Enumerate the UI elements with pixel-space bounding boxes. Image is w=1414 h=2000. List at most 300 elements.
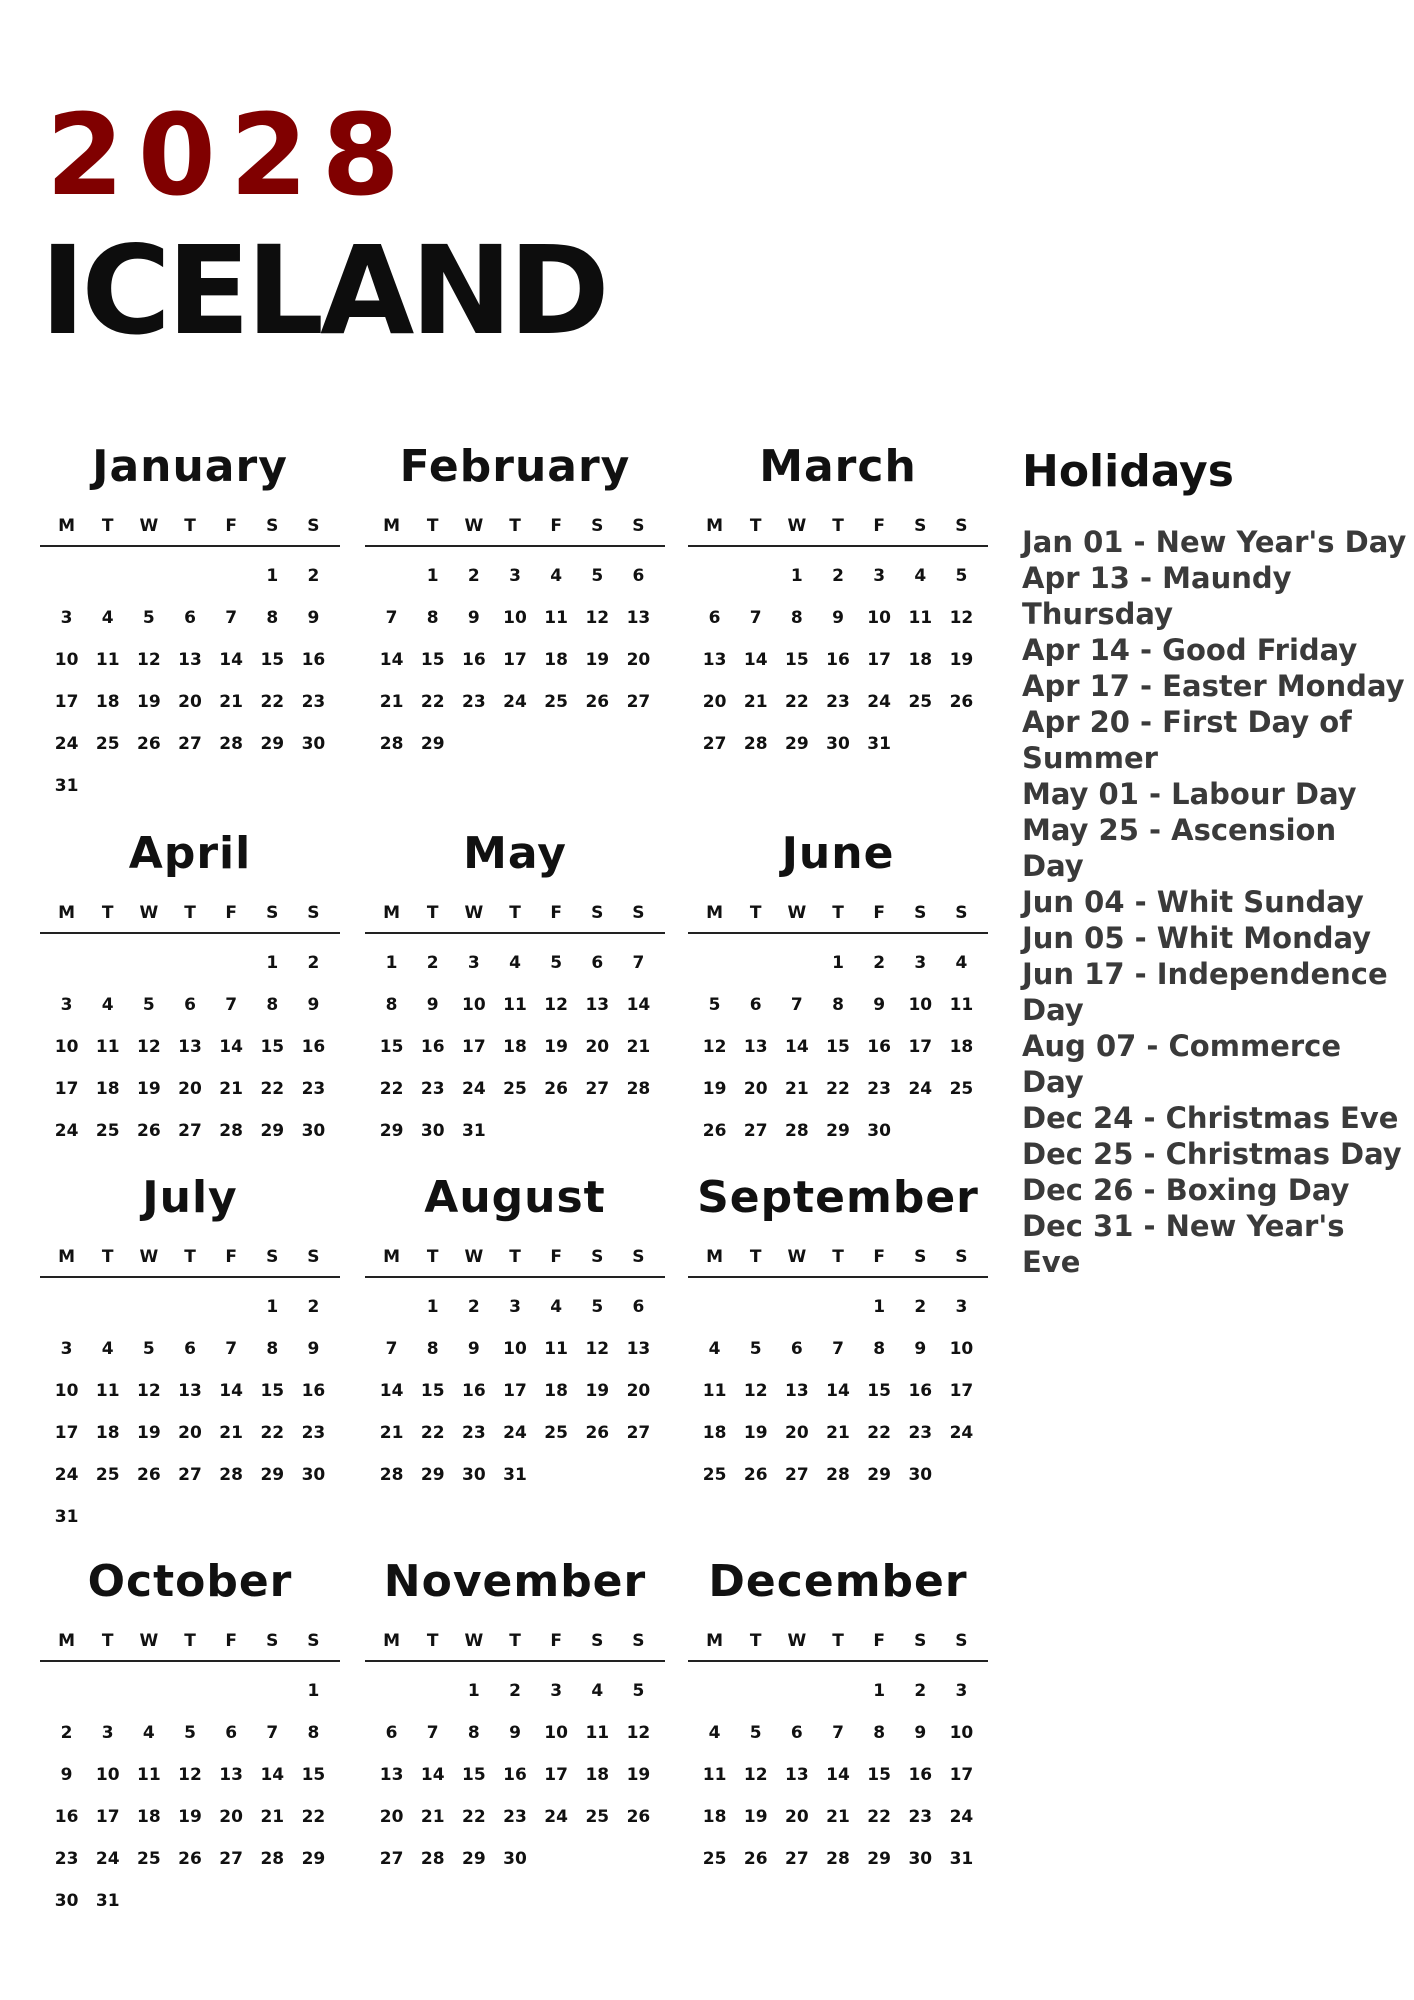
day-cell: 27 (178, 1465, 202, 1485)
month-name: June (781, 828, 895, 879)
day-cell: 19 (949, 650, 974, 670)
day-cell: 7 (749, 608, 762, 628)
day-cell: 26 (585, 692, 610, 712)
weekday-label: F (873, 1631, 885, 1651)
day-cell: 4 (708, 1339, 721, 1359)
day-cell: 30 (301, 734, 326, 754)
day-cell: 19 (626, 1765, 651, 1785)
day-cell: 9 (914, 1723, 927, 1743)
day-cell: 3 (101, 1723, 114, 1743)
weekday-label: W (787, 1247, 807, 1267)
day-cell: 4 (101, 608, 114, 628)
day-cell: 23 (462, 692, 486, 712)
weekday-label: F (873, 903, 885, 923)
day-cell: 9 (873, 995, 886, 1015)
empty-day-cell (211, 555, 252, 597)
day-cell: 8 (426, 608, 439, 628)
weekday-label: T (426, 903, 439, 923)
day-cell: 7 (385, 1339, 398, 1359)
day-cell: 25 (908, 692, 933, 712)
day-cell: 3 (955, 1297, 968, 1317)
empty-day-cell (817, 1286, 858, 1328)
holiday-item: Dec 24 - Christmas Eve (1022, 1101, 1399, 1135)
day-cell: 1 (307, 1681, 320, 1701)
day-cell: 16 (462, 1381, 486, 1401)
weekday-label: F (225, 1247, 237, 1267)
day-cell: 7 (832, 1723, 844, 1743)
day-cell: 8 (385, 995, 398, 1015)
day-cell: 11 (137, 1765, 161, 1785)
holiday-item: Apr 17 - Easter Monday (1022, 669, 1405, 703)
day-cell: 15 (260, 1037, 285, 1057)
day-cell: 11 (544, 608, 568, 628)
day-grid (694, 942, 982, 1152)
weekday-label: F (873, 1247, 885, 1267)
day-cell: 14 (626, 995, 651, 1015)
day-cell: 13 (219, 1765, 243, 1785)
day-cell: 20 (178, 1079, 202, 1099)
weekday-label: S (266, 1247, 279, 1267)
day-grid (46, 942, 334, 1152)
day-cell: 1 (467, 1681, 480, 1701)
weekday-label: S (632, 516, 645, 536)
header-divider (40, 932, 340, 934)
day-cell: 26 (743, 1849, 768, 1869)
day-cell: 4 (550, 566, 563, 586)
day-cell: 13 (702, 650, 727, 670)
day-cell: 2 (509, 1681, 521, 1701)
day-cell: 10 (503, 608, 527, 628)
day-cell: 15 (785, 650, 809, 670)
day-cell: 27 (178, 734, 202, 754)
weekday-label: T (832, 516, 844, 536)
day-cell: 20 (626, 650, 651, 670)
day-cell: 25 (585, 1807, 610, 1827)
holiday-item: Jun 04 - Whit Sunday (1022, 885, 1364, 919)
month-name: April (128, 828, 252, 879)
day-cell: 22 (379, 1079, 404, 1099)
day-cell: 6 (184, 608, 196, 628)
day-cell: 10 (503, 1339, 527, 1359)
weekday-header (371, 1228, 659, 1272)
day-cell: 1 (266, 953, 279, 973)
day-cell: 29 (867, 1465, 891, 1485)
weekday-label: T (426, 1247, 439, 1267)
empty-day-cell (371, 555, 412, 597)
day-cell: 9 (509, 1723, 521, 1743)
day-cell: 24 (908, 1079, 933, 1099)
month-december (688, 1556, 988, 1880)
day-cell: 7 (632, 953, 645, 973)
day-cell: 13 (178, 650, 202, 670)
day-cell: 23 (301, 1423, 326, 1443)
day-cell: 8 (266, 1339, 279, 1359)
day-cell: 22 (867, 1807, 891, 1827)
day-cell: 25 (544, 692, 568, 712)
day-cell: 19 (137, 692, 161, 712)
holiday-item: Aug 07 - Commerce Day (1022, 1029, 1341, 1099)
empty-day-cell (169, 1670, 210, 1712)
day-cell: 25 (702, 1849, 727, 1869)
weekday-label: S (591, 903, 604, 923)
day-cell: 5 (591, 1297, 604, 1317)
day-cell: 16 (54, 1807, 79, 1827)
day-cell: 2 (914, 1297, 927, 1317)
day-cell: 5 (591, 566, 604, 586)
day-cell: 17 (54, 1079, 79, 1099)
weekday-header (46, 884, 334, 928)
day-cell: 6 (632, 566, 645, 586)
day-cell: 29 (420, 734, 445, 754)
day-cell: 12 (137, 650, 161, 670)
holiday-item: May 25 - Ascension Day (1022, 813, 1337, 883)
day-cell: 15 (420, 650, 445, 670)
empty-day-cell (169, 942, 210, 984)
day-cell: 7 (266, 1723, 279, 1743)
day-cell: 14 (219, 1381, 243, 1401)
day-cell: 4 (591, 1681, 604, 1701)
weekday-label: T (509, 1631, 521, 1651)
weekday-label: M (706, 1247, 724, 1267)
day-cell: 6 (708, 608, 721, 628)
day-cell: 1 (426, 566, 439, 586)
weekday-label: T (832, 1247, 844, 1267)
empty-day-cell (46, 1286, 87, 1328)
weekday-label: T (426, 1631, 439, 1651)
day-cell: 9 (60, 1765, 73, 1785)
month-name: March (759, 441, 917, 492)
month-march (688, 441, 988, 765)
day-cell: 30 (908, 1849, 933, 1869)
day-cell: 15 (260, 650, 285, 670)
day-cell: 4 (955, 953, 968, 973)
day-cell: 27 (743, 1121, 768, 1141)
day-cell: 23 (462, 1423, 486, 1443)
day-cell: 28 (260, 1849, 285, 1869)
day-cell: 18 (503, 1037, 527, 1057)
day-cell: 21 (379, 692, 404, 712)
empty-day-cell (87, 1670, 128, 1712)
day-cell: 19 (743, 1423, 768, 1443)
empty-day-cell (211, 1286, 252, 1328)
weekday-label: M (706, 516, 724, 536)
weekday-label: F (550, 903, 562, 923)
weekday-label: S (632, 903, 645, 923)
day-cell: 10 (54, 1037, 79, 1057)
empty-day-cell (694, 1670, 735, 1712)
day-cell: 3 (914, 953, 927, 973)
month-name: December (708, 1556, 968, 1607)
day-cell: 8 (266, 608, 279, 628)
weekday-label: M (58, 1631, 76, 1651)
day-cell: 1 (832, 953, 844, 973)
day-cell: 22 (260, 1423, 285, 1443)
weekday-label: F (550, 516, 562, 536)
day-cell: 26 (949, 692, 974, 712)
holidays-title: Holidays (1022, 446, 1234, 497)
weekday-label: T (749, 1631, 762, 1651)
day-cell: 1 (266, 566, 279, 586)
day-cell: 26 (544, 1079, 568, 1099)
day-cell: 5 (749, 1339, 762, 1359)
day-cell: 13 (785, 1381, 809, 1401)
weekday-label: T (749, 516, 762, 536)
day-cell: 24 (949, 1807, 974, 1827)
day-cell: 26 (178, 1849, 202, 1869)
day-cell: 29 (260, 1465, 285, 1485)
day-cell: 28 (420, 1849, 445, 1869)
day-cell: 22 (826, 1079, 850, 1099)
month-name: July (142, 1172, 238, 1223)
day-cell: 29 (301, 1849, 326, 1869)
holiday-item: Dec 31 - New Year's Eve (1022, 1209, 1345, 1279)
weekday-header (371, 884, 659, 928)
day-cell: 12 (626, 1723, 651, 1743)
weekday-label: M (706, 903, 724, 923)
day-cell: 8 (873, 1723, 886, 1743)
weekday-label: M (58, 1247, 76, 1267)
day-cell: 30 (826, 734, 850, 754)
day-cell: 29 (462, 1849, 486, 1869)
day-cell: 23 (503, 1807, 527, 1827)
month-february (365, 441, 665, 765)
day-cell: 14 (785, 1037, 809, 1057)
holiday-item: Jan 01 - New Year's Day (1022, 525, 1407, 559)
day-cell: 14 (420, 1765, 445, 1785)
day-cell: 5 (550, 953, 563, 973)
day-cell: 31 (867, 734, 891, 754)
weekday-label: T (184, 1247, 196, 1267)
day-cell: 12 (585, 608, 610, 628)
weekday-label: W (464, 516, 484, 536)
day-cell: 12 (743, 1381, 768, 1401)
day-cell: 16 (420, 1037, 445, 1057)
day-cell: 30 (867, 1121, 891, 1141)
day-cell: 16 (301, 650, 326, 670)
day-cell: 23 (420, 1079, 445, 1099)
weekday-label: W (139, 1631, 159, 1651)
day-cell: 17 (867, 650, 891, 670)
day-cell: 28 (785, 1121, 809, 1141)
weekday-label: T (184, 516, 196, 536)
day-cell: 16 (826, 650, 850, 670)
day-cell: 10 (95, 1765, 120, 1785)
weekday-label: S (914, 1247, 927, 1267)
day-cell: 28 (219, 1465, 243, 1485)
day-cell: 30 (503, 1849, 527, 1869)
day-cell: 14 (379, 650, 404, 670)
day-cell: 31 (949, 1849, 974, 1869)
day-cell: 26 (743, 1465, 768, 1485)
day-cell: 24 (503, 1423, 527, 1443)
weekday-label: S (914, 516, 927, 536)
day-cell: 22 (462, 1807, 486, 1827)
day-cell: 13 (178, 1381, 202, 1401)
day-cell: 8 (467, 1723, 480, 1743)
day-cell: 14 (219, 1037, 243, 1057)
weekday-label: W (464, 903, 484, 923)
day-cell: 13 (585, 995, 610, 1015)
day-grid (371, 1286, 659, 1496)
day-cell: 24 (54, 1465, 79, 1485)
day-cell: 21 (219, 1079, 243, 1099)
weekday-label: T (184, 1631, 196, 1651)
empty-day-cell (128, 1286, 169, 1328)
day-cell: 20 (785, 1807, 809, 1827)
day-cell: 8 (307, 1723, 320, 1743)
empty-day-cell (694, 1286, 735, 1328)
day-cell: 14 (826, 1765, 850, 1785)
empty-day-cell (371, 1286, 412, 1328)
day-cell: 2 (467, 1297, 480, 1317)
day-cell: 6 (790, 1339, 803, 1359)
country-title: ICELAND (40, 220, 606, 362)
empty-day-cell (776, 1670, 817, 1712)
day-cell: 11 (585, 1723, 610, 1743)
empty-day-cell (211, 942, 252, 984)
day-cell: 6 (790, 1723, 803, 1743)
weekday-label: F (550, 1631, 562, 1651)
holiday-item: Dec 26 - Boxing Day (1022, 1173, 1350, 1207)
day-cell: 22 (260, 1079, 285, 1099)
day-cell: 11 (95, 1037, 120, 1057)
day-cell: 12 (585, 1339, 610, 1359)
day-cell: 10 (54, 1381, 79, 1401)
day-cell: 17 (949, 1381, 974, 1401)
holidays-panel (1022, 446, 1407, 1280)
weekday-header (694, 1612, 982, 1656)
empty-day-cell (371, 1670, 412, 1712)
month-name: January (92, 441, 288, 492)
month-january (40, 441, 340, 807)
day-cell: 5 (184, 1723, 196, 1743)
day-cell: 21 (420, 1807, 445, 1827)
day-cell: 16 (301, 1037, 326, 1057)
day-cell: 18 (585, 1765, 610, 1785)
holiday-item: Apr 14 - Good Friday (1022, 633, 1358, 667)
weekday-header (694, 1228, 982, 1272)
month-name: May (463, 828, 567, 879)
weekday-label: F (225, 1631, 237, 1651)
day-grid (371, 942, 659, 1152)
day-cell: 28 (379, 734, 404, 754)
day-cell: 18 (544, 650, 568, 670)
day-cell: 6 (184, 995, 196, 1015)
day-cell: 25 (95, 1121, 120, 1141)
day-cell: 22 (420, 1423, 445, 1443)
day-cell: 23 (908, 1807, 933, 1827)
header-divider (688, 1660, 988, 1662)
day-cell: 7 (385, 608, 398, 628)
weekday-label: T (101, 903, 114, 923)
day-cell: 18 (908, 650, 933, 670)
holiday-item: May 01 - Labour Day (1022, 777, 1357, 811)
day-cell: 1 (790, 566, 803, 586)
day-cell: 20 (702, 692, 727, 712)
day-cell: 21 (379, 1423, 404, 1443)
month-name: October (87, 1556, 293, 1607)
day-cell: 25 (95, 1465, 120, 1485)
day-cell: 7 (225, 608, 238, 628)
weekday-header (46, 1612, 334, 1656)
day-cell: 31 (462, 1121, 486, 1141)
day-cell: 28 (626, 1079, 651, 1099)
day-cell: 19 (137, 1079, 161, 1099)
day-cell: 28 (826, 1465, 850, 1485)
weekday-header (371, 497, 659, 541)
day-cell: 27 (379, 1849, 404, 1869)
day-cell: 19 (702, 1079, 727, 1099)
day-cell: 6 (184, 1339, 196, 1359)
weekday-label: F (225, 903, 237, 923)
day-cell: 10 (462, 995, 486, 1015)
day-cell: 15 (867, 1765, 891, 1785)
day-cell: 23 (867, 1079, 891, 1099)
holiday-item: Dec 25 - Christmas Day (1022, 1137, 1402, 1171)
day-cell: 31 (54, 776, 79, 796)
day-cell: 18 (702, 1423, 727, 1443)
day-cell: 20 (178, 1423, 202, 1443)
day-cell: 17 (95, 1807, 120, 1827)
day-grid (46, 555, 334, 807)
day-cell: 16 (867, 1037, 891, 1057)
day-cell: 15 (301, 1765, 326, 1785)
day-cell: 5 (632, 1681, 645, 1701)
empty-day-cell (735, 1670, 776, 1712)
day-cell: 3 (467, 953, 480, 973)
day-cell: 10 (949, 1339, 974, 1359)
day-cell: 8 (873, 1339, 886, 1359)
day-cell: 17 (908, 1037, 933, 1057)
day-cell: 13 (785, 1765, 809, 1785)
day-cell: 15 (826, 1037, 850, 1057)
weekday-label: F (873, 516, 885, 536)
day-cell: 7 (225, 995, 238, 1015)
day-cell: 26 (626, 1807, 651, 1827)
day-cell: 10 (867, 608, 891, 628)
weekday-label: T (426, 516, 439, 536)
day-cell: 16 (301, 1381, 326, 1401)
empty-day-cell (128, 942, 169, 984)
day-cell: 25 (503, 1079, 527, 1099)
day-cell: 4 (101, 1339, 114, 1359)
day-cell: 4 (708, 1723, 721, 1743)
day-cell: 6 (749, 995, 762, 1015)
day-cell: 28 (826, 1849, 850, 1869)
day-cell: 26 (137, 1465, 161, 1485)
empty-day-cell (694, 942, 735, 984)
empty-day-cell (46, 555, 87, 597)
day-cell: 15 (462, 1765, 486, 1785)
weekday-header (371, 1612, 659, 1656)
day-cell: 31 (95, 1891, 120, 1911)
day-cell: 6 (225, 1723, 238, 1743)
day-cell: 21 (743, 692, 768, 712)
day-cell: 23 (301, 1079, 326, 1099)
day-cell: 9 (307, 995, 320, 1015)
day-cell: 11 (503, 995, 527, 1015)
day-cell: 27 (178, 1121, 202, 1141)
weekday-label: M (58, 516, 76, 536)
empty-day-cell (169, 555, 210, 597)
day-cell: 22 (867, 1423, 891, 1443)
weekday-header (46, 497, 334, 541)
empty-day-cell (211, 1670, 252, 1712)
day-cell: 20 (585, 1037, 610, 1057)
year-title: 2028 (46, 91, 414, 221)
day-cell: 29 (785, 734, 809, 754)
holiday-item: Jun 05 - Whit Monday (1022, 921, 1372, 955)
